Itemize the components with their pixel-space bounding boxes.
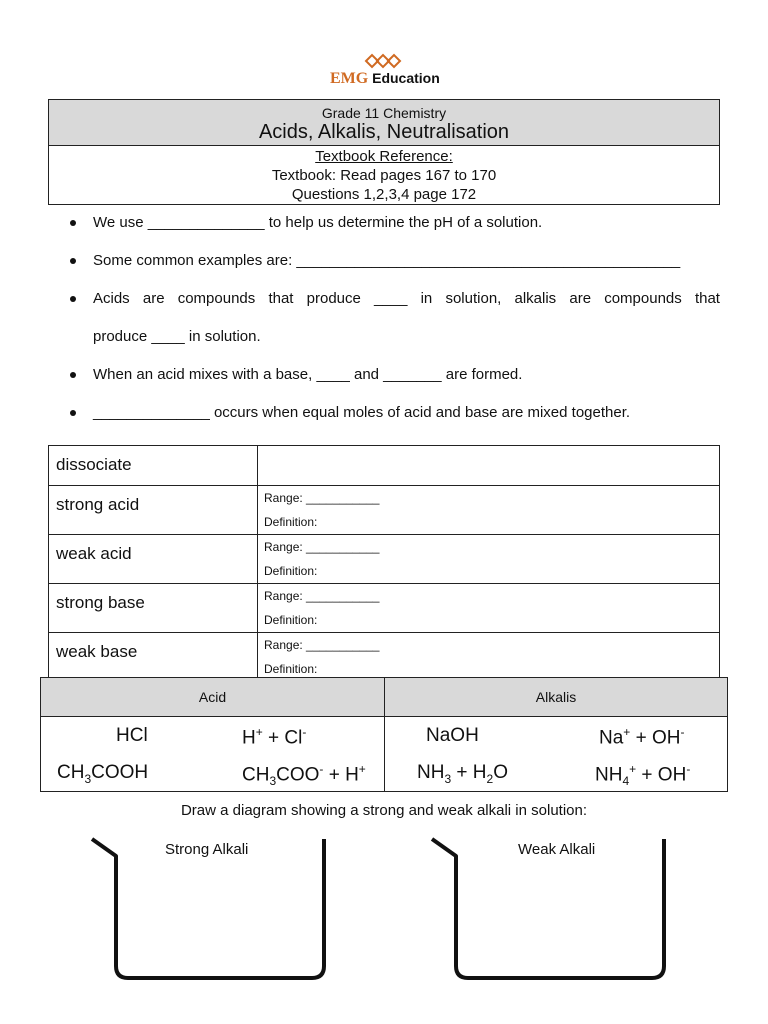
strong-alkali-beaker[interactable] [88, 836, 330, 984]
word: are [142, 290, 165, 307]
vocabulary-table [48, 445, 720, 682]
acetic-acid-formula: $CH_3COOH$ [57, 762, 149, 786]
bullet-text: When an acid mixes with a base, ____ and _______ are formed. [93, 366, 523, 383]
bullet-text: We use ______________ to help us determine the pH of a solution. [93, 214, 543, 231]
term-cell: weak acid [49, 535, 258, 584]
emg-logo [330, 52, 440, 90]
word: that [694, 290, 720, 307]
reading-assignment: Textbook: Read pages 167 to 170 [271, 167, 497, 184]
table-row [49, 446, 720, 486]
diagram-instruction: Draw a diagram showing a strong and weak alkali in solution: [180, 802, 588, 819]
bullet-dot [70, 220, 76, 226]
logo-brand: EMG [330, 70, 369, 87]
bullet-dot [70, 372, 76, 378]
word: are [569, 290, 592, 307]
word: alkalis [514, 290, 557, 307]
bullet-text: ______________ occurs when equal moles of acid and base are mixed together. [93, 404, 631, 421]
term-cell: strong base [49, 584, 258, 633]
table-row [49, 633, 720, 682]
alkali-column-header: Alkalis [385, 678, 727, 717]
definition-cell[interactable] [258, 486, 720, 535]
ammonium-ions: $NH_4^+ + OH^-$ [595, 762, 691, 789]
word: ____ [374, 290, 408, 307]
definition-cell[interactable] [258, 446, 720, 486]
bullet-text-justified [93, 290, 720, 307]
weak-alkali-beaker[interactable] [428, 836, 670, 984]
acid-column-header: Acid [41, 678, 384, 717]
definition-cell[interactable] [258, 584, 720, 633]
worksheet-header [48, 99, 720, 205]
page-title: Acids, Alkalis, Neutralisation [258, 121, 510, 143]
bullet-text: Some common examples are: ______________________________________________ [93, 252, 681, 269]
definition-label: Definition: [264, 515, 318, 529]
naoh-formula: NaOH [426, 725, 479, 746]
range-label: Range: ___________ [264, 589, 380, 603]
bullet-dot [70, 258, 76, 264]
table-row [49, 535, 720, 584]
word: compounds [604, 290, 682, 307]
term-cell: dissociate [49, 446, 258, 486]
word: in [420, 290, 433, 307]
textbook-reference [49, 146, 719, 204]
bullet-text: produce ____ in solution. [93, 328, 261, 345]
bullet-dot [70, 296, 76, 302]
term-cell: weak base [49, 633, 258, 682]
emg-logo-icon [364, 52, 404, 70]
column-divider [384, 678, 385, 791]
table-row [49, 486, 720, 535]
table-row [49, 584, 720, 633]
word: produce [306, 290, 361, 307]
range-label: Range: ___________ [264, 540, 380, 554]
definition-label: Definition: [264, 613, 318, 627]
range-label: Range: ___________ [264, 638, 380, 652]
definition-label: Definition: [264, 662, 318, 676]
hcl-ions: H+ + Cl- [242, 725, 307, 749]
definition-cell[interactable] [258, 535, 720, 584]
bullet-dot [70, 410, 76, 416]
acetic-acid-ions: $CH_3COO^- + H^+$ [242, 762, 366, 789]
word: compounds [177, 290, 256, 307]
header-title-band [49, 100, 719, 146]
ammonia-reaction: $NH_3 + H_2O$ [417, 762, 508, 786]
question-assignment: Questions 1,2,3,4 page 172 [291, 186, 477, 203]
strong-alkali-label: Strong Alkali [165, 841, 249, 858]
naoh-ions: Na+ + OH- [599, 725, 685, 749]
definition-label: Definition: [264, 564, 318, 578]
grade-label: Grade 11 Chemistry [321, 105, 447, 121]
word: that [268, 290, 294, 307]
term-cell: strong acid [49, 486, 258, 535]
definition-cell[interactable] [258, 633, 720, 682]
hcl-formula: HCl [116, 725, 148, 746]
word: solution, [445, 290, 502, 307]
logo-text [330, 70, 440, 88]
dissociation-table [40, 677, 728, 792]
reference-label: Textbook Reference: [315, 148, 453, 165]
range-label: Range: ___________ [264, 491, 380, 505]
weak-alkali-label: Weak Alkali [518, 841, 596, 858]
logo-suffix: Education [372, 70, 440, 86]
word: Acids [93, 290, 130, 307]
